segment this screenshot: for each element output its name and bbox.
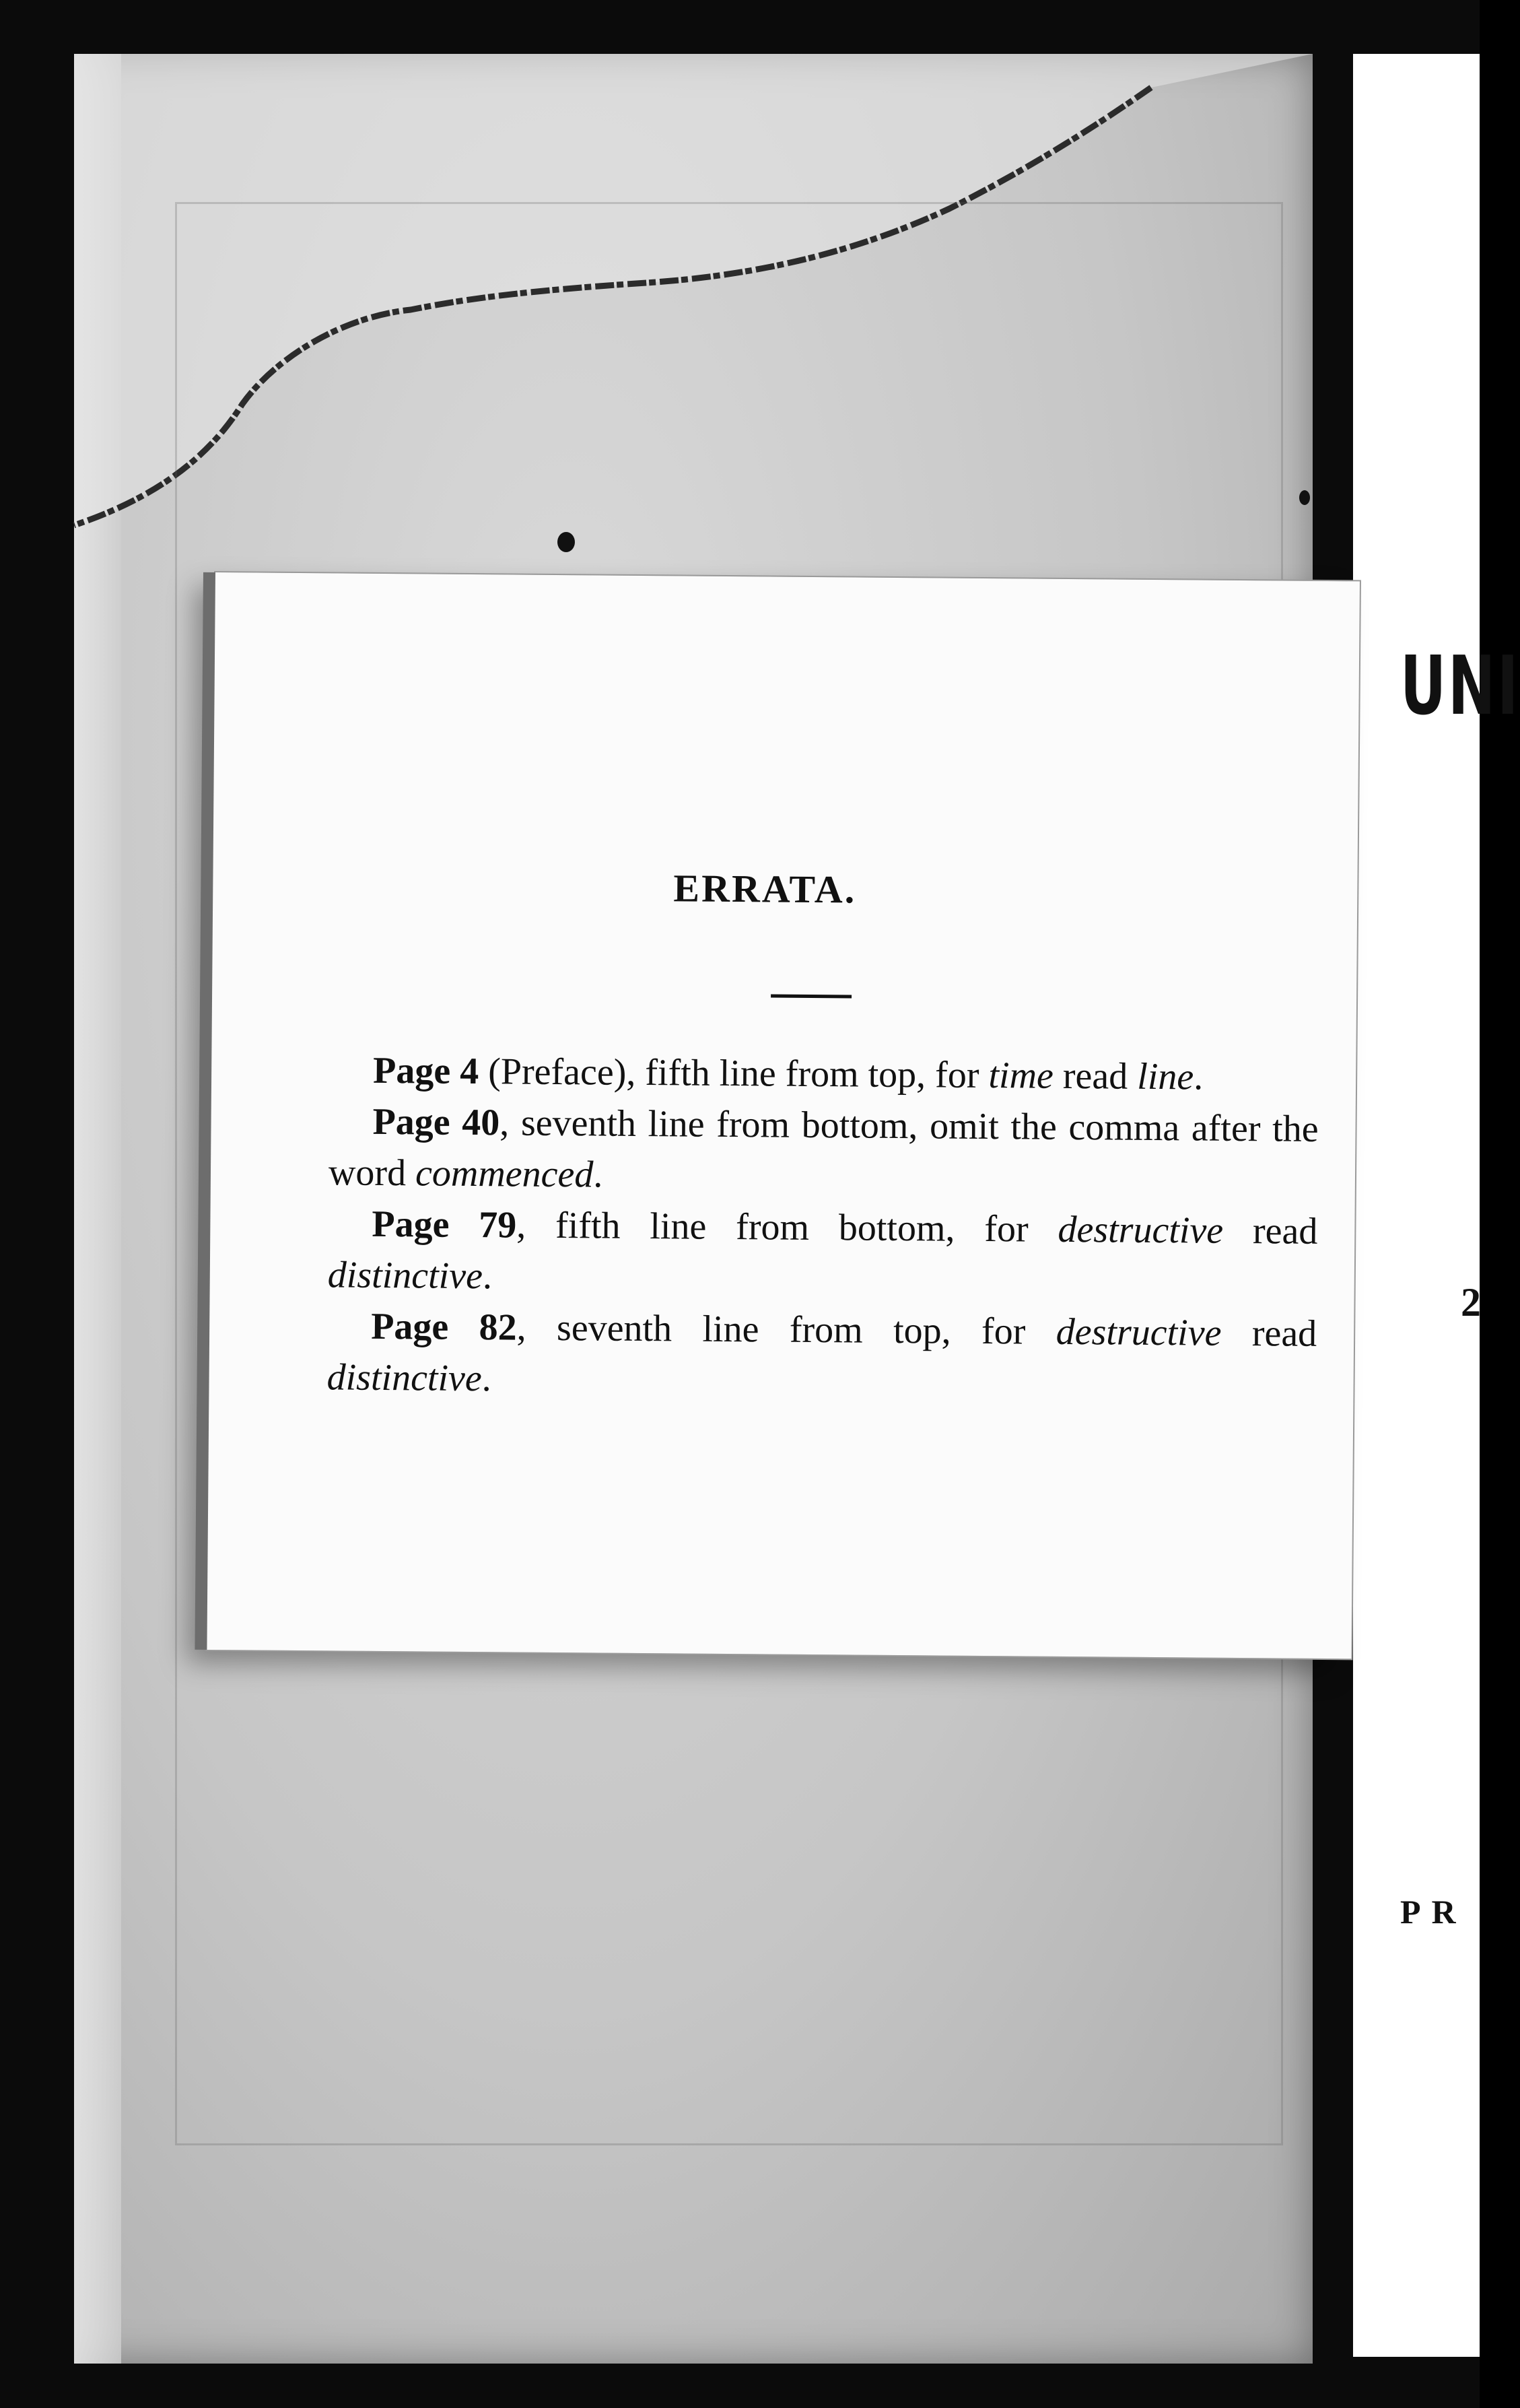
errata-entry [328, 1198, 1318, 1308]
errata-entry [326, 1300, 1317, 1411]
right-page-heading-fragment: UNI [1400, 640, 1520, 733]
page-reference: Page 40 [372, 1100, 500, 1144]
right-page-mark-fragment: 2 [1461, 1280, 1481, 1325]
right-book-page [1353, 54, 1480, 2357]
correct-word: line [1137, 1055, 1194, 1098]
entry-text: , seventh line from top, for [516, 1306, 1057, 1353]
ink-spot [557, 532, 575, 552]
entry-text: read [1053, 1055, 1138, 1098]
wrong-word: time [988, 1055, 1054, 1097]
errata-slip [207, 572, 1360, 1659]
page-reference: Page 79 [372, 1203, 517, 1246]
entry-text: . [1194, 1056, 1204, 1098]
errata-entry [329, 1096, 1319, 1206]
entry-text: . [481, 1358, 492, 1400]
errata-entry [329, 1044, 1319, 1104]
correct-word: distinctive [327, 1254, 483, 1298]
entry-text: . [482, 1255, 493, 1298]
title-rule [771, 994, 852, 998]
correct-word: distinctive [326, 1356, 483, 1400]
ink-spot [1299, 490, 1310, 505]
entry-text: , fifth line from bottom, for [516, 1204, 1058, 1250]
entry-text: (Preface), fifth line from top, for [479, 1050, 989, 1097]
errata-title: ERRATA. [673, 866, 857, 912]
entry-text: read [1221, 1312, 1317, 1355]
wrong-word: commenced [415, 1152, 594, 1196]
right-page-footer-fragment: PR [1400, 1893, 1467, 1931]
entry-text: . [593, 1153, 603, 1196]
page-reference: Page 4 [372, 1049, 479, 1093]
entry-text: read [1222, 1209, 1318, 1252]
entry-text: , seventh line from bottom, omit the comma after the word [328, 1102, 1319, 1195]
wrong-word: destructive [1056, 1310, 1222, 1354]
page-reference: Page 82 [370, 1305, 517, 1349]
wrong-word: destructive [1058, 1208, 1224, 1252]
errata-list [326, 1044, 1319, 1411]
